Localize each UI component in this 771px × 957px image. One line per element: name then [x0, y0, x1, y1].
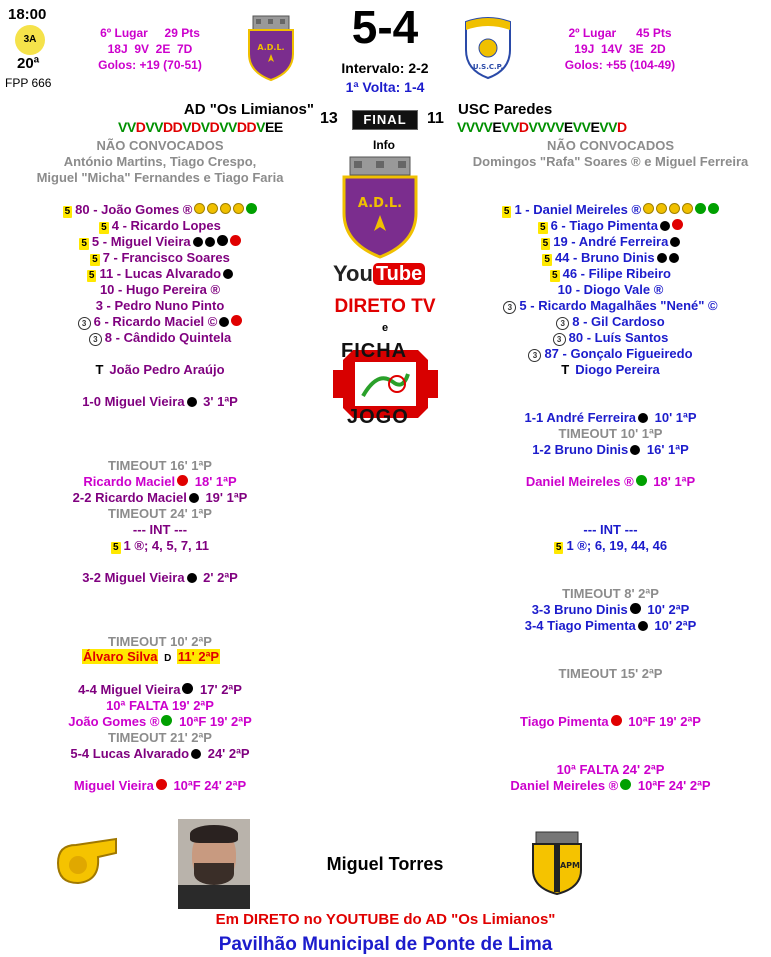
red-card-icon [177, 475, 188, 486]
svg-text:A.D.L.: A.D.L. [257, 43, 285, 52]
roster-player [0, 330, 320, 346]
form-result: V [608, 119, 617, 135]
apm-crest-icon [530, 830, 584, 899]
form-result: V [465, 119, 475, 135]
match-event [450, 538, 771, 554]
home-fouls: 13 [320, 110, 338, 127]
red-card-icon [611, 715, 622, 726]
away-fouls: 11 [427, 110, 444, 127]
match-event [450, 762, 771, 778]
referee-name: Miguel Torres [326, 854, 444, 874]
player-name: 5 - Miguel Vieira [91, 234, 191, 249]
status-final: FINAL [352, 110, 418, 130]
event-text: João Gomes ® [68, 714, 160, 729]
event-text: Miguel Vieira [73, 778, 154, 793]
match-event [0, 490, 320, 506]
away-crest-icon [462, 14, 514, 83]
gold-award-icon [656, 203, 667, 214]
home-stats [80, 25, 220, 73]
starter-badge: 5 [81, 238, 87, 249]
goal-ball-icon [669, 253, 679, 263]
player-name: 46 - Filipe Ribeiro [562, 266, 671, 281]
away-not-called-1: Domingos "Rafa" Soares ® e Miguel Ferreira [472, 154, 749, 169]
away-goals: Golos: +55 (104-49) [564, 58, 676, 72]
goal-ball-icon [223, 269, 233, 279]
starter-badge: 5 [64, 206, 71, 217]
event-time: 24' 2ªP [204, 746, 250, 761]
match-event [0, 506, 320, 522]
event-text: TIMEOUT 15' 2ªP [558, 666, 663, 681]
away-form [457, 119, 627, 135]
goal-ball-icon [638, 413, 648, 423]
roster-player [0, 202, 320, 218]
form-result: V [546, 119, 556, 135]
goal-ball-icon [189, 493, 199, 503]
home-crest-icon [247, 14, 295, 85]
substitute-marker-icon: 3 [556, 317, 569, 330]
away-coach: T Diogo Pereira [561, 362, 660, 377]
event-time: 10ªF 24' 2ªP [634, 778, 711, 793]
match-event [450, 522, 771, 538]
form-result: V [501, 119, 511, 135]
form-result: D [518, 119, 529, 135]
form-result: V [555, 119, 564, 135]
starter-badge: 5 [542, 238, 549, 249]
roster-player [0, 266, 320, 282]
roster-player [450, 298, 771, 314]
starter-badge: 5 [92, 254, 98, 265]
event-text: 1-1 André Ferreira [524, 410, 636, 425]
form-result: D [246, 119, 257, 135]
match-time: 18:00 [8, 6, 47, 23]
gold-award-icon [669, 203, 680, 214]
player-name: 3 - Pedro Nuno Pinto [95, 298, 225, 313]
info-link[interactable]: Info [373, 138, 395, 152]
event-text: 1-2 Bruno Dinis [532, 442, 629, 457]
player-name: 10 - Diogo Vale ® [557, 282, 664, 297]
substitute-marker-icon: 3 [528, 349, 541, 362]
player-name: 6 - Tiago Pimenta [550, 218, 658, 233]
home-form [118, 119, 283, 135]
event-text: --- INT --- [583, 522, 638, 537]
match-event [450, 442, 771, 458]
goal-ball-icon [660, 221, 670, 231]
player-name: 19 - André Ferreira [553, 234, 669, 249]
goal-ball-icon [187, 573, 197, 583]
event-text: 2-2 Ricardo Maciel [72, 490, 187, 505]
green-card-icon [161, 715, 172, 726]
ficha-jogo-logo[interactable]: FICHA JOGO [333, 340, 438, 428]
starter-badge: 5 [503, 206, 510, 217]
roster-player [450, 282, 771, 298]
event-text: 10ª FALTA 19' 2ªP [106, 698, 214, 713]
event-time: 10ªF 19' 2ªP [624, 714, 701, 729]
form-result: V [474, 119, 484, 135]
form-result: V [228, 119, 237, 135]
form-result: D [209, 119, 220, 135]
green-card-icon [620, 779, 631, 790]
form-result: V [483, 119, 493, 135]
event-text: --- INT --- [132, 522, 188, 537]
event-text: 3-2 Miguel Vieira [82, 570, 185, 585]
roster-player [0, 314, 320, 330]
goal-ball-icon [187, 397, 197, 407]
home-record: 18J 9V 2E 7D [107, 42, 193, 56]
form-result: V [528, 119, 538, 135]
red-card-icon [231, 315, 242, 326]
match-event [0, 570, 320, 586]
event-text: Ricardo Maciel [83, 474, 176, 489]
gold-award-icon [194, 203, 205, 214]
roster-player [0, 218, 320, 234]
match-event [450, 714, 771, 730]
form-result: D [135, 119, 146, 135]
roster-player [0, 234, 320, 250]
form-result: V [154, 119, 163, 135]
goal-ball-icon [670, 237, 680, 247]
event-text: TIMEOUT 10' 2ªP [108, 634, 212, 649]
form-result: D [163, 119, 173, 135]
red-card-icon [672, 219, 683, 230]
event-text: TIMEOUT 10' 1ªP [558, 426, 663, 441]
away-team-name[interactable]: USC Paredes [458, 101, 553, 118]
event-time: 10' 2ªP [650, 618, 697, 633]
away-standing: 2º Lugar 45 Pts [568, 26, 672, 40]
event-text: 1 ®; 6, 19, 44, 46 [566, 538, 668, 553]
center-crest-icon [340, 155, 420, 262]
event-time: 10ªF 19' 2ªP [175, 714, 252, 729]
form-result: E [273, 119, 283, 135]
player-name: 44 - Bruno Dinis [554, 250, 655, 265]
match-event [450, 666, 771, 682]
green-card-icon [246, 203, 257, 214]
event-time: 10' 1ªP [651, 410, 697, 425]
home-not-called-2: Miguel "Micha" Fernandes e Tiago Faria [36, 170, 284, 185]
event-text: 10ª FALTA 24' 2ªP [556, 762, 665, 777]
player-name: 6 - Ricardo Maciel © [93, 314, 218, 329]
form-result: V [126, 119, 136, 135]
roster-player [0, 298, 320, 314]
match-event [0, 522, 320, 538]
match-event [450, 602, 771, 618]
player-name: 4 - Ricardo Lopes [111, 218, 221, 233]
form-result: V [581, 119, 591, 135]
green-card-icon [695, 203, 706, 214]
green-card-icon [636, 475, 647, 486]
event-text: 3-4 Tiago Pimenta [524, 618, 636, 633]
yellow-card-event: Álvaro Silva D 11' 2ªP [83, 649, 220, 664]
penalty-goal-icon [182, 683, 193, 694]
match-event [450, 474, 771, 490]
sub-badge: 5 [555, 542, 562, 553]
form-result: D [191, 119, 201, 135]
whistle-icon [52, 833, 122, 891]
away-not-called-title: NÃO CONVOCADOS [546, 138, 675, 153]
halftime-score: Intervalo: 2-2 [341, 60, 429, 76]
match-event [450, 426, 771, 442]
form-result: D [616, 119, 627, 135]
player-name: 1 - Daniel Meireles ® [514, 202, 642, 217]
roster-player [450, 266, 771, 282]
event-text: 4-4 Miguel Vieira [78, 682, 181, 697]
form-result: V [537, 119, 547, 135]
home-coach: T João Pedro Araújo [95, 362, 225, 377]
red-card-icon [230, 235, 241, 246]
event-time: 16' 1ªP [643, 442, 689, 457]
venue: Pavilhão Municipal de Ponte de Lima [218, 934, 553, 955]
goal-ball-icon [191, 749, 201, 759]
player-name: 8 - Gil Cardoso [572, 314, 665, 329]
roster-player [450, 314, 771, 330]
event-time: 10' 2ªP [643, 602, 690, 617]
form-result: D [172, 119, 183, 135]
player-name: 87 - Gonçalo Figueiredo [544, 346, 693, 361]
goal-ball-icon [657, 253, 667, 263]
roster-player [450, 202, 771, 218]
roster-player [450, 330, 771, 346]
form-result: V [457, 119, 466, 135]
gold-award-icon [233, 203, 244, 214]
home-team-name[interactable]: AD "Os Limianos" [183, 101, 314, 118]
substitute-marker-icon: 3 [553, 333, 566, 346]
home-not-called-1: António Martins, Tiago Crespo, [63, 154, 257, 169]
svg-text:A.D.L.: A.D.L. [357, 196, 403, 211]
form-result: V [219, 119, 229, 135]
form-result: V [200, 119, 210, 135]
match-event [0, 474, 320, 490]
roster-player [0, 282, 320, 298]
event-text: Daniel Meireles ® [525, 474, 634, 489]
match-event [450, 586, 771, 602]
gold-award-icon [207, 203, 218, 214]
goal-ball-icon [205, 237, 215, 247]
substitute-marker-icon: 3 [89, 333, 102, 346]
form-result: V [599, 119, 609, 135]
event-text: TIMEOUT 8' 2ªP [562, 586, 659, 601]
goal-ball-icon [630, 445, 640, 455]
goal-ball-icon [219, 317, 229, 327]
substitute-marker-icon: 3 [78, 317, 91, 330]
roster-player [450, 250, 771, 266]
away-record: 19J 14V 3E 2D [574, 42, 666, 56]
youtube-logo[interactable]: You Tube [333, 261, 436, 289]
event-text: 1-0 Miguel Vieira [82, 394, 185, 409]
event-text: 3-3 Bruno Dinis [531, 602, 628, 617]
sub-badge: 5 [112, 542, 119, 553]
match-event [0, 778, 320, 794]
starter-badge: 5 [544, 254, 550, 265]
home-not-called-title: NÃO CONVOCADOS [96, 138, 224, 153]
roster-player [450, 218, 771, 234]
form-result: V [510, 119, 519, 135]
form-result: V [572, 119, 582, 135]
player-name: 8 - Cândido Quintela [104, 330, 232, 345]
live-broadcast-text: Em DIRETO no YOUTUBE do AD "Os Limianos" [215, 911, 556, 928]
event-time: 18' 1ªP [191, 474, 237, 489]
roster-player [0, 250, 320, 266]
event-text: TIMEOUT 16' 1ªP [108, 458, 212, 473]
event-text: Daniel Meireles ® [510, 778, 619, 793]
penalty-goal-icon [630, 603, 641, 614]
red-card-icon [156, 779, 167, 790]
league-logo-icon: 3A [15, 25, 45, 55]
form-result: E [492, 119, 502, 135]
event-text: TIMEOUT 24' 1ªP [108, 506, 212, 521]
match-event [0, 698, 320, 714]
roster-player [450, 234, 771, 250]
form-result: E [563, 119, 573, 135]
event-time: 3' 1ªP [199, 394, 238, 409]
event-time: 17' 2ªP [196, 682, 242, 697]
event-text: TIMEOUT 21' 2ªP [108, 730, 212, 745]
match-event [0, 730, 320, 746]
player-name: 11 - Lucas Alvarado [99, 266, 222, 281]
starter-badge: 5 [552, 270, 558, 281]
final-score: 5-4 [351, 1, 419, 53]
event-time: 19' 1ªP [201, 490, 248, 505]
event-time: 10ªF 24' 2ªP [169, 778, 247, 793]
round-number: 20ª [17, 55, 40, 72]
penalty-goal-icon [217, 235, 228, 246]
form-result: D [236, 119, 247, 135]
match-event [0, 682, 320, 698]
gold-award-icon [643, 203, 654, 214]
form-result: V [256, 119, 265, 135]
player-name: 10 - Hugo Pereira ® [99, 282, 221, 297]
roster-player [450, 346, 771, 362]
match-event [0, 394, 320, 410]
form-result: V [145, 119, 155, 135]
event-text: 5-4 Lucas Alvarado [70, 746, 190, 761]
player-name: 5 - Ricardo Magalhães "Nené" © [519, 298, 718, 313]
and-text: e [381, 322, 389, 334]
player-name: 80 - João Gomes ® [75, 202, 193, 217]
first-leg-score: 1ª Volta: 1-4 [345, 79, 425, 95]
form-result: E [264, 119, 274, 135]
event-text: Tiago Pimenta [520, 714, 609, 729]
form-result: V [182, 119, 192, 135]
starter-badge: 5 [88, 270, 95, 281]
match-event [0, 458, 320, 474]
svg-text:APM: APM [559, 861, 581, 870]
direto-tv[interactable]: DIRETO TV [334, 296, 436, 317]
gold-award-icon [220, 203, 231, 214]
home-goals: Golos: +19 (70-51) [98, 58, 202, 72]
home-standing: 6º Lugar 29 Pts [100, 26, 200, 40]
starter-badge: 5 [540, 222, 546, 233]
svg-text:U.S.C.P.: U.S.C.P. [472, 63, 504, 71]
form-result: E [590, 119, 600, 135]
event-text: 1 ®; 4, 5, 7, 11 [123, 538, 210, 553]
away-stats [545, 25, 695, 73]
match-event [450, 410, 771, 426]
fpp-code: FPP 666 [5, 76, 52, 90]
event-time: 18' 1ªP [649, 474, 696, 489]
substitute-marker-icon: 3 [503, 301, 516, 314]
match-event [0, 714, 320, 730]
player-name: 7 - Francisco Soares [102, 250, 230, 265]
starter-badge: 5 [101, 222, 107, 233]
match-event [0, 746, 320, 762]
referee-photo [178, 819, 250, 909]
match-event [450, 618, 771, 634]
match-event [450, 778, 771, 794]
gold-award-icon [682, 203, 693, 214]
event-time: 2' 2ªP [199, 570, 238, 585]
goal-ball-icon [638, 621, 648, 631]
match-event [0, 634, 320, 650]
match-event [0, 538, 320, 554]
form-result: V [118, 119, 127, 135]
player-name: 80 - Luís Santos [568, 330, 669, 345]
goal-ball-icon [193, 237, 203, 247]
green-card-icon [708, 203, 719, 214]
